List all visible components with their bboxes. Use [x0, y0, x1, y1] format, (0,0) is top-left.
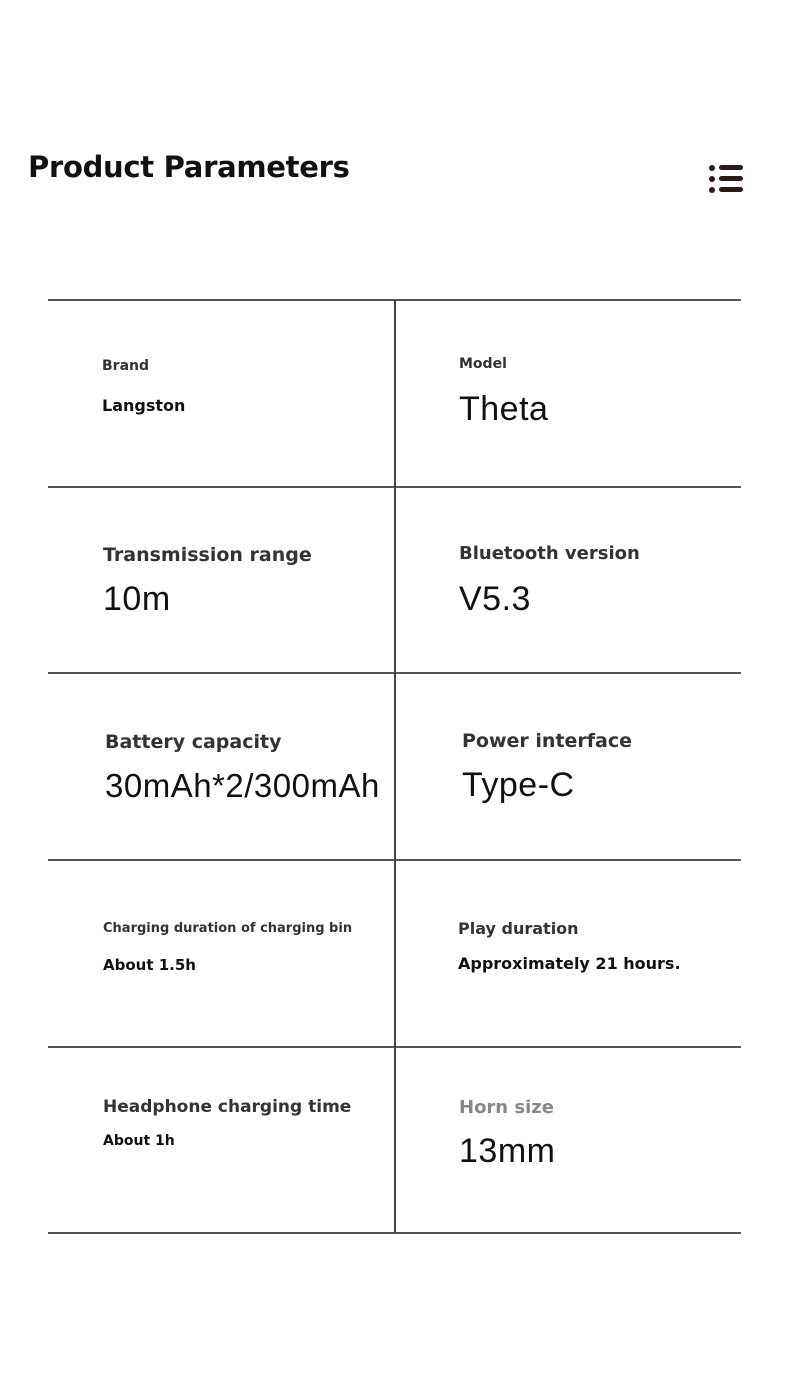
param-value: Type-C — [462, 766, 575, 804]
param-value: 13mm — [459, 1132, 556, 1170]
param-label: Charging duration of charging bin — [103, 921, 353, 936]
param-label: Headphone charging time — [103, 1097, 352, 1117]
column-divider — [394, 300, 396, 1233]
param-label: Power interface — [462, 730, 633, 752]
param-power-interface — [462, 730, 632, 805]
param-value: Approximately 21 hours. — [458, 954, 681, 973]
param-transmission-range — [103, 544, 312, 619]
param-label: Bluetooth version — [459, 543, 640, 564]
param-value: Langston — [102, 396, 186, 415]
param-charging-bin-duration — [103, 921, 352, 974]
param-value: V5.3 — [459, 580, 531, 618]
param-brand — [102, 358, 185, 415]
param-label: Play duration — [458, 919, 579, 938]
param-label: Transmission range — [103, 544, 312, 566]
param-headphone-charging-time — [103, 1097, 351, 1149]
list-icon[interactable] — [709, 164, 743, 194]
param-label: Battery capacity — [105, 731, 282, 753]
param-value: 30mAh*2/300mAh — [105, 767, 380, 804]
param-label: Model — [459, 356, 507, 372]
param-value: About 1.5h — [103, 956, 196, 974]
param-battery-capacity — [105, 731, 380, 805]
param-horn-size — [459, 1097, 555, 1171]
param-value: Theta — [459, 390, 549, 428]
param-value: 10m — [103, 580, 171, 618]
param-label: Horn size — [459, 1097, 554, 1118]
param-value: About 1h — [103, 1133, 175, 1149]
param-label: Brand — [102, 358, 150, 374]
page-title: Product Parameters — [28, 150, 350, 184]
param-play-duration — [458, 919, 681, 973]
param-model — [459, 356, 548, 429]
param-bluetooth-version — [459, 543, 640, 619]
